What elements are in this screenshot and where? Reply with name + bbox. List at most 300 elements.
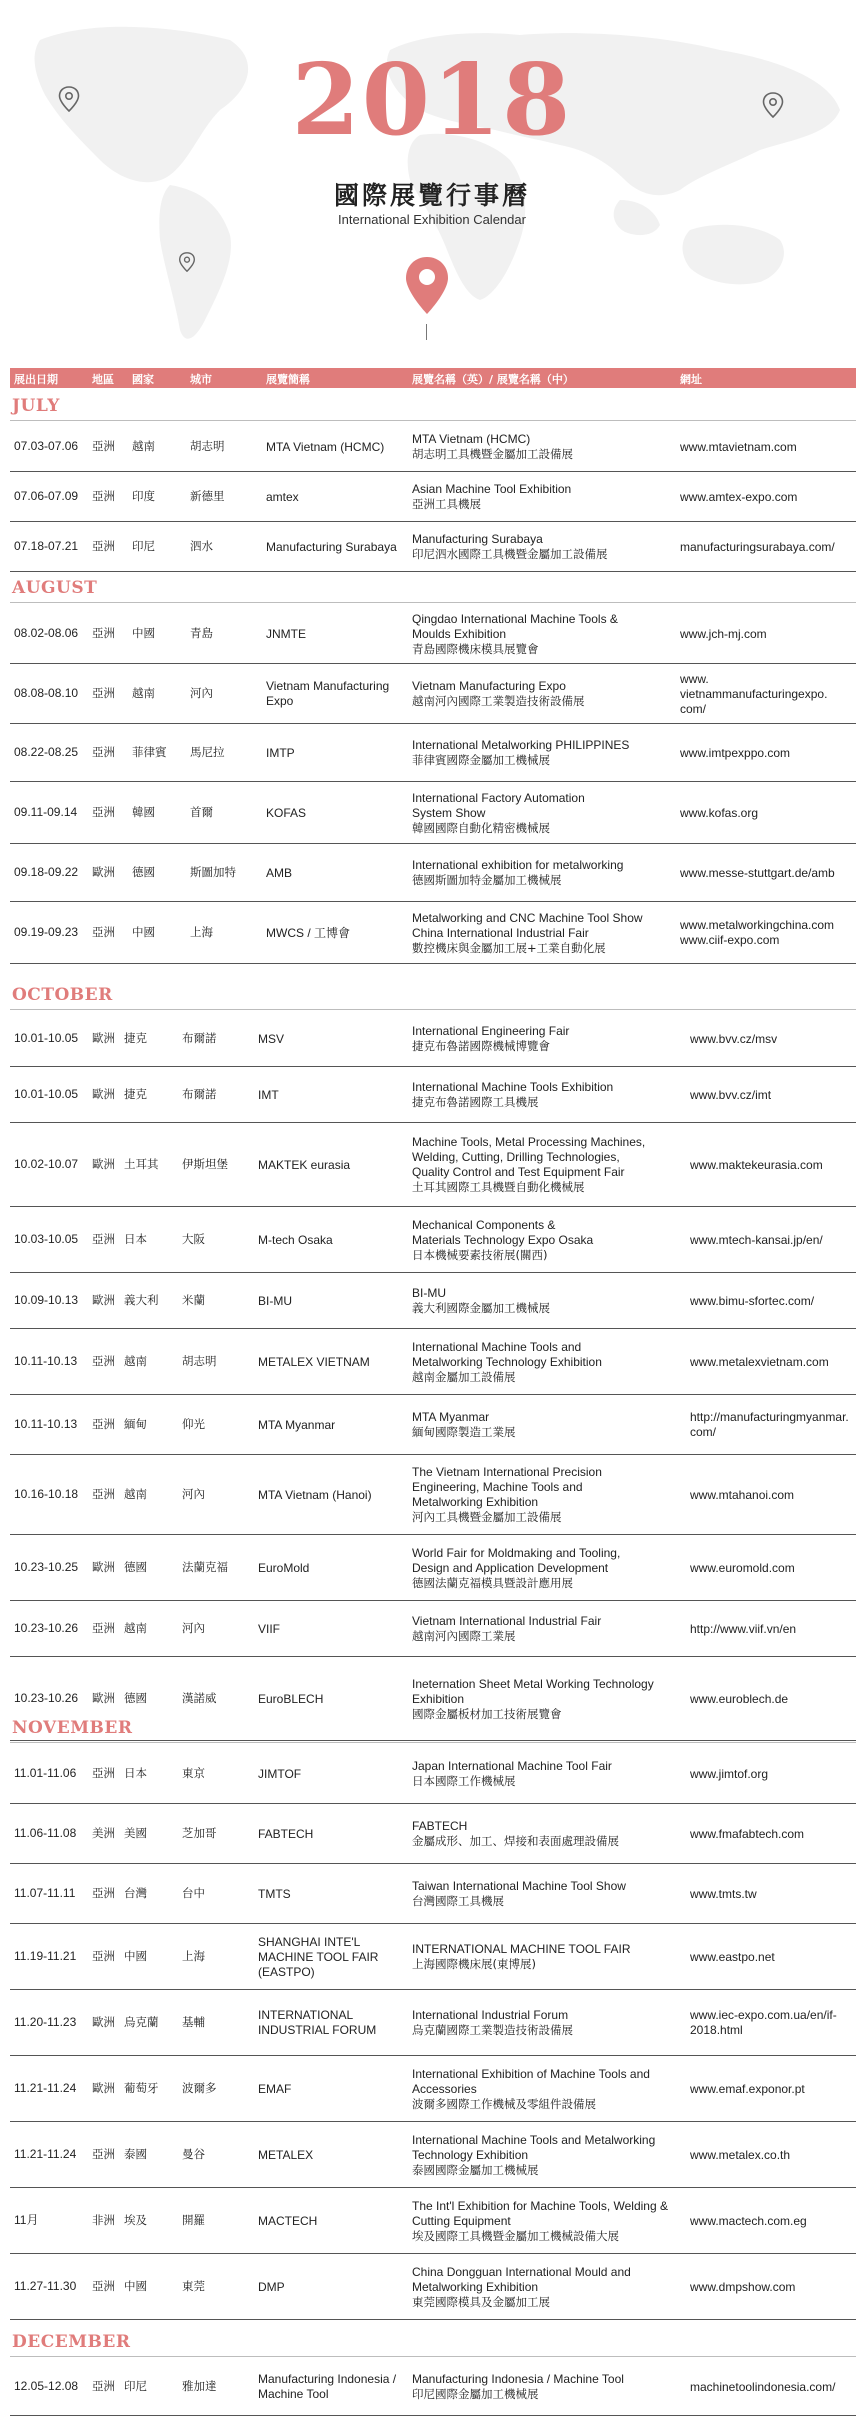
event-date: 08.02-08.06 — [14, 626, 79, 640]
website-line[interactable]: www.imtpexppo.com — [680, 745, 791, 760]
table-row — [10, 902, 856, 964]
event-website-link[interactable] — [690, 2380, 835, 2395]
event-country: 中國 — [124, 2279, 147, 2293]
event-website-link[interactable] — [690, 1158, 823, 1173]
website-line[interactable]: www.iec-expo.com.ua/en/if- — [690, 2008, 837, 2022]
event-full-name — [412, 1080, 613, 1110]
event-full-name — [412, 1135, 645, 1195]
name-en-line: Quality Control and Test Equipment Fair — [412, 1165, 625, 1179]
event-region: 亞洲 — [92, 1621, 115, 1635]
event-full-name — [412, 679, 585, 709]
event-region: 亞洲 — [92, 2379, 115, 2393]
website-line[interactable]: 2018.html — [690, 2023, 743, 2037]
event-short-name — [258, 1561, 309, 1576]
month-heading: DECEMBER — [12, 2332, 131, 2352]
website-line[interactable]: www.metalworkingchina.com — [680, 918, 835, 932]
event-date: 11月 — [14, 2213, 39, 2227]
short-name-line: MTA Vietnam (HCMC) — [266, 439, 385, 454]
name-zh: 日本機械要素技術展(關西) — [412, 1247, 548, 1262]
table-row — [10, 1601, 856, 1657]
event-region: 歐洲 — [92, 2081, 115, 2095]
event-short-name — [258, 1692, 323, 1707]
event-short-name — [266, 627, 306, 642]
event-country: 烏克蘭 — [124, 2015, 159, 2029]
name-zh: 埃及國際工具機暨金屬加工機械設備大展 — [412, 2228, 619, 2243]
name-en-line: Cutting Equipment — [412, 2213, 511, 2228]
name-zh: 數控機床與金屬加工展+工業自動化展 — [412, 940, 606, 955]
name-en-line: Ineternation Sheet Metal Working Technology — [412, 1676, 654, 1691]
event-city: 台中 — [182, 1886, 205, 1900]
event-city: 波爾多 — [182, 2081, 217, 2095]
table-row — [10, 1273, 856, 1329]
event-date: 10.23-10.26 — [14, 1691, 79, 1705]
name-en-line: Mechanical Components & — [412, 1217, 556, 1232]
event-date: 10.11-10.13 — [14, 1354, 78, 1368]
website-line[interactable]: www.amtex-expo.com — [680, 489, 798, 504]
event-city: 馬尼拉 — [190, 745, 225, 759]
event-city: 雅加達 — [182, 2379, 217, 2393]
event-short-name — [258, 2372, 396, 2402]
name-zh: 菲律賓國際金屬加工機械展 — [412, 753, 550, 767]
event-website-link[interactable] — [680, 490, 797, 505]
month-divider — [10, 2356, 856, 2357]
event-website-link[interactable] — [690, 1827, 804, 1842]
name-zh: 國際金屬板材加工技術展覽會 — [412, 1706, 562, 1721]
event-full-name — [412, 1340, 602, 1385]
event-city: 仰光 — [182, 1417, 205, 1431]
event-date: 08.22-08.25 — [14, 745, 79, 759]
title-chinese: 國際展覽行事曆 — [333, 181, 530, 210]
website-line[interactable]: www.metalex.co.th — [690, 2147, 791, 2162]
event-website-link[interactable] — [690, 1088, 771, 1103]
event-date: 11.21-11.24 — [14, 2081, 77, 2095]
event-website-link[interactable] — [690, 1622, 796, 1637]
event-website-link[interactable] — [690, 2008, 837, 2038]
event-short-name — [266, 806, 306, 821]
short-name-line: MTA Vietnam (Hanoi) — [258, 1487, 372, 1502]
title-english: International Exhibition Calendar — [338, 212, 526, 227]
event-country: 義大利 — [124, 1293, 159, 1307]
pin-line — [426, 324, 427, 340]
website-line[interactable]: www. — [680, 671, 709, 686]
event-website-link[interactable] — [680, 672, 827, 717]
event-city: 東京 — [182, 1766, 205, 1780]
event-full-name — [412, 532, 608, 562]
name-zh: 胡志明工具機暨金屬加工設備展 — [412, 447, 573, 461]
short-name-line: VIIF — [258, 1621, 281, 1636]
event-country: 緬甸 — [124, 1417, 147, 1431]
name-zh: 台灣國際工具機展 — [412, 1894, 504, 1908]
name-en-line: China International Industrial Fair — [412, 925, 589, 940]
name-en-line: Manufacturing Indonesia / Machine Tool — [412, 2372, 624, 2386]
event-country: 德國 — [124, 1560, 147, 1574]
event-website-link[interactable] — [680, 918, 834, 948]
event-full-name — [412, 1218, 593, 1263]
table-row — [10, 1804, 856, 1864]
col-full-name: 展覽名稱（英）/ 展覽名稱（中） — [412, 373, 574, 386]
event-region: 亞洲 — [92, 2147, 115, 2161]
month-heading: OCTOBER — [12, 985, 113, 1005]
short-name-line: DMP — [258, 2279, 285, 2294]
event-short-name — [258, 1418, 335, 1433]
event-country: 印尼 — [124, 2379, 147, 2393]
event-short-name — [258, 1294, 292, 1309]
map-pin-icon — [58, 86, 80, 112]
year-heading: 2018 — [291, 43, 573, 158]
name-en-line: Materials Technology Expo Osaka — [412, 1232, 594, 1247]
website-line[interactable]: machinetoolindonesia.com/ — [690, 2379, 836, 2394]
table-row — [10, 1123, 856, 1207]
event-short-name — [258, 1233, 333, 1248]
event-region: 亞洲 — [92, 925, 115, 939]
event-full-name — [412, 1546, 620, 1591]
short-name-line: MACHINE TOOL FAIR — [258, 1949, 379, 1964]
name-en-line: International Metalworking PHILIPPINES — [412, 738, 630, 752]
table-row — [10, 1990, 856, 2056]
name-zh: 烏克蘭國際工業製造技術設備展 — [412, 2023, 573, 2037]
event-date: 10.01-10.05 — [14, 1087, 79, 1101]
name-zh: 捷克布魯諾國際機械博覽會 — [412, 1039, 550, 1053]
name-en-line: Metalworking Exhibition — [412, 2279, 539, 2294]
event-city: 斯圖加特 — [190, 865, 236, 879]
event-region: 亞洲 — [92, 805, 115, 819]
table-row — [10, 422, 856, 472]
event-full-name — [412, 2372, 624, 2402]
short-name-line: METALEX — [258, 2147, 314, 2162]
website-line[interactable]: www.emaf.exponor.pt — [690, 2081, 805, 2096]
event-date: 10.03-10.05 — [14, 1232, 79, 1246]
event-full-name — [412, 2265, 631, 2310]
event-short-name — [258, 1488, 372, 1503]
name-en-line: China Dongguan International Mould and — [412, 2264, 631, 2279]
event-region: 歐洲 — [92, 1691, 115, 1705]
website-line[interactable]: www.mtavietnam.com — [680, 439, 797, 454]
event-country: 中國 — [124, 1949, 147, 1963]
name-zh: 亞洲工具機展 — [412, 497, 481, 511]
name-en-line: Metalworking Technology Exhibition — [412, 1354, 602, 1369]
event-short-name — [266, 746, 295, 761]
name-zh: 越南金屬加工設備展 — [412, 1369, 516, 1384]
event-full-name — [412, 1677, 654, 1722]
event-short-name — [258, 1355, 370, 1370]
event-country: 台灣 — [124, 1886, 147, 1900]
name-zh: 韓國國際自動化精密機械展 — [412, 820, 550, 835]
event-website-link[interactable] — [690, 1488, 794, 1503]
event-city: 大阪 — [182, 1232, 205, 1246]
event-region: 歐洲 — [92, 2015, 115, 2029]
table-row — [10, 1455, 856, 1535]
event-full-name — [412, 1942, 630, 1972]
name-en-line: Vietnam International Industrial Fair — [412, 1614, 602, 1628]
website-line[interactable]: www.euromold.com — [690, 1560, 795, 1575]
event-city: 開羅 — [182, 2213, 205, 2227]
event-website-link[interactable] — [680, 440, 797, 455]
website-line[interactable]: www.bvv.cz/msv — [690, 1031, 778, 1046]
name-en-line: Metalworking Exhibition — [412, 1495, 539, 1509]
event-city: 河內 — [182, 1621, 205, 1635]
event-country: 越南 — [132, 439, 155, 453]
col-region: 地區 — [92, 373, 114, 386]
short-name-line: BI-MU — [258, 1293, 292, 1308]
event-region: 亞洲 — [92, 1417, 115, 1431]
event-region: 亞洲 — [92, 1487, 115, 1501]
event-region: 亞洲 — [92, 439, 115, 453]
short-name-line: METALEX VIETNAM — [258, 1354, 370, 1369]
event-short-name — [266, 926, 350, 941]
event-full-name — [412, 1410, 516, 1440]
event-website-link[interactable] — [690, 1692, 788, 1707]
event-full-name — [412, 2067, 650, 2112]
event-full-name — [412, 858, 623, 888]
name-en-line: MTA Vietnam (HCMC) — [412, 432, 531, 446]
event-full-name — [412, 482, 571, 512]
event-website-link[interactable] — [690, 1233, 823, 1248]
website-line[interactable]: www.bimu-sfortec.com/ — [690, 1293, 815, 1308]
event-website-link[interactable] — [690, 1410, 849, 1440]
event-country: 日本 — [124, 1766, 147, 1780]
table-row — [10, 1011, 856, 1067]
event-city: 基輔 — [182, 2015, 205, 2029]
table-row — [10, 2188, 856, 2254]
short-name-line: JIMTOF — [258, 1766, 302, 1781]
name-en-line: International Industrial Forum — [412, 2008, 569, 2022]
short-name-line: EMAF — [258, 2081, 292, 2096]
website-line[interactable]: www.jimtof.org — [690, 1766, 769, 1781]
event-country: 埃及 — [124, 2213, 147, 2227]
event-city: 河內 — [190, 686, 213, 700]
month-heading: AUGUST — [12, 578, 98, 598]
name-en-line: Manufacturing Surabaya — [412, 532, 543, 546]
event-region: 歐洲 — [92, 1031, 115, 1045]
event-website-link[interactable] — [690, 2082, 805, 2097]
name-en-line: International Exhibition of Machine Tools and — [412, 2066, 650, 2081]
short-name-line: FABTECH — [258, 1826, 314, 1841]
event-website-link[interactable] — [690, 1294, 814, 1309]
name-en-line: Qingdao International Machine Tools & — [412, 611, 618, 626]
event-website-link[interactable] — [680, 540, 835, 555]
name-en-line: Welding, Cutting, Drilling Technologies, — [412, 1150, 620, 1164]
event-region: 亞洲 — [92, 2279, 115, 2293]
event-country: 韓國 — [132, 805, 155, 819]
short-name-line: Expo — [266, 694, 294, 708]
website-line[interactable]: www.eastpo.net — [690, 1949, 775, 1964]
website-line[interactable]: www.fmafabtech.com — [690, 1826, 805, 1841]
website-line[interactable]: www.bvv.cz/imt — [690, 1087, 772, 1102]
name-zh: 日本國際工作機械展 — [412, 1774, 516, 1788]
website-line[interactable]: com/ — [680, 701, 707, 716]
event-website-link[interactable] — [680, 627, 767, 642]
website-line[interactable]: www.maktekeurasia.com — [690, 1157, 823, 1172]
name-zh: 青島國際機床模具展覽會 — [412, 641, 539, 656]
event-region: 歐洲 — [92, 1157, 115, 1171]
name-zh: 德國法蘭克福模具暨設計應用展 — [412, 1575, 573, 1590]
name-en-line: INTERNATIONAL MACHINE TOOL FAIR — [412, 1942, 631, 1956]
event-region: 亞洲 — [92, 686, 115, 700]
event-country: 捷克 — [124, 1031, 147, 1045]
name-en-line: International Engineering Fair — [412, 1024, 570, 1038]
event-region: 歐洲 — [92, 1560, 115, 1574]
event-date: 07.03-07.06 — [14, 439, 79, 453]
name-en-line: The Vietnam International Precision — [412, 1465, 602, 1479]
event-region: 亞洲 — [92, 1766, 115, 1780]
event-date: 10.23-10.25 — [14, 1560, 79, 1574]
event-full-name — [412, 1759, 612, 1789]
name-en-line: International Machine Tools and — [412, 1339, 582, 1354]
month-divider — [10, 1742, 856, 1743]
event-date: 10.11-10.13 — [14, 1417, 78, 1431]
name-zh: 波爾多國際工作機械及零組件設備展 — [412, 2096, 596, 2111]
event-city: 新德里 — [190, 489, 225, 503]
website-line[interactable]: www.messe-stuttgart.de/amb — [680, 865, 835, 880]
event-country: 越南 — [124, 1487, 147, 1501]
short-name-line: amtex — [266, 489, 299, 504]
event-date: 11.27-11.30 — [14, 2279, 77, 2293]
event-full-name — [412, 1024, 569, 1054]
table-row — [10, 1744, 856, 1804]
website-line[interactable]: http://www.viif.vn/en — [690, 1621, 797, 1636]
website-line[interactable]: www.jch-mj.com — [680, 626, 767, 641]
event-website-link[interactable] — [690, 1561, 795, 1576]
event-short-name — [258, 2008, 376, 2038]
event-date: 09.19-09.23 — [14, 925, 79, 939]
table-row — [10, 1924, 856, 1990]
col-website: 網址 — [680, 373, 702, 386]
event-region: 亞洲 — [92, 626, 115, 640]
event-full-name — [412, 2133, 655, 2178]
map-pin-icon — [762, 92, 784, 118]
event-region: 亞洲 — [92, 489, 115, 503]
event-short-name — [258, 1935, 378, 1980]
event-website-link[interactable] — [690, 1950, 775, 1965]
event-country: 中國 — [132, 626, 155, 640]
name-en-line: FABTECH — [412, 1819, 468, 1833]
event-short-name — [258, 1827, 313, 1842]
website-line[interactable]: vietnammanufacturingexpo. — [680, 686, 828, 701]
event-full-name — [412, 791, 585, 836]
website-line[interactable]: www.tmts.tw — [690, 1886, 757, 1901]
event-date: 11.19-11.21 — [14, 1949, 77, 1963]
name-zh: 金屬成形、加工、焊接和表面處理設備展 — [412, 1834, 619, 1848]
name-en-line: Moulds Exhibition — [412, 626, 507, 641]
event-city: 芝加哥 — [182, 1826, 217, 1840]
event-website-link[interactable] — [690, 1767, 768, 1782]
name-en-line: Engineering, Machine Tools and — [412, 1480, 583, 1494]
event-website-link[interactable] — [680, 746, 790, 761]
website-line[interactable]: www.ciif-expo.com — [680, 933, 780, 947]
event-region: 亞洲 — [92, 1232, 115, 1246]
col-date: 展出日期 — [14, 373, 58, 386]
event-short-name — [258, 1622, 280, 1637]
event-country: 葡萄牙 — [124, 2081, 159, 2095]
website-line[interactable]: com/ — [690, 1425, 717, 1439]
event-website-link[interactable] — [690, 1032, 777, 1047]
short-name-line: IMT — [258, 1087, 279, 1102]
event-region: 歐洲 — [92, 865, 115, 879]
name-en-line: Technology Exhibition — [412, 2147, 529, 2162]
website-line[interactable]: www.dmpshow.com — [690, 2279, 796, 2294]
name-en-line: Machine Tools, Metal Processing Machines, — [412, 1135, 646, 1149]
short-name-line: Manufacturing Surabaya — [266, 539, 397, 554]
website-line[interactable]: www.euroblech.de — [690, 1691, 789, 1706]
event-region: 歐洲 — [92, 1293, 115, 1307]
table-row — [10, 782, 856, 844]
name-en-line: Metalworking and CNC Machine Tool Show — [412, 910, 643, 925]
event-city: 胡志明 — [190, 439, 225, 453]
event-full-name — [412, 911, 643, 956]
event-website-link[interactable] — [690, 1887, 757, 1902]
map-pin-icon — [178, 252, 196, 272]
event-region: 歐洲 — [92, 1087, 115, 1101]
month-heading: JULY — [12, 396, 60, 416]
event-date: 11.07-11.11 — [14, 1886, 76, 1900]
event-city: 河內 — [182, 1487, 205, 1501]
website-line[interactable]: www.mtech-kansai.jp/en/ — [690, 1232, 823, 1247]
table-row — [10, 472, 856, 522]
event-website-link[interactable] — [680, 866, 835, 881]
event-website-link[interactable] — [690, 1355, 829, 1370]
name-zh: 河內工具機暨金屬加工設備展 — [412, 1510, 562, 1524]
table-row — [10, 2122, 856, 2188]
table-row — [10, 724, 856, 782]
event-date: 12.05-12.08 — [14, 2379, 79, 2393]
name-en-line: System Show — [412, 805, 486, 820]
event-short-name — [258, 1887, 291, 1902]
event-website-link[interactable] — [680, 806, 758, 821]
event-country: 印度 — [132, 489, 155, 503]
event-city: 上海 — [182, 1949, 205, 1963]
website-line[interactable]: www.metalexvietnam.com — [690, 1354, 829, 1369]
short-name-line: EuroBLECH — [258, 1691, 324, 1706]
website-line[interactable]: www.mtahanoi.com — [690, 1487, 795, 1502]
website-line[interactable]: http://manufacturingmyanmar. — [690, 1410, 849, 1424]
name-zh: 印尼泗水國際工具機暨金屬加工設備展 — [412, 547, 608, 561]
short-name-line: AMB — [266, 865, 293, 880]
event-website-link[interactable] — [690, 2148, 790, 2163]
name-en-line: Taiwan International Machine Tool Show — [412, 1879, 626, 1893]
event-country: 美國 — [124, 1826, 147, 1840]
event-short-name — [266, 679, 389, 709]
event-date: 07.06-07.09 — [14, 489, 79, 503]
event-short-name — [258, 1767, 301, 1782]
event-date: 10.01-10.05 — [14, 1031, 79, 1045]
event-website-link[interactable] — [690, 2280, 795, 2295]
event-country: 日本 — [124, 1232, 147, 1246]
event-website-link[interactable] — [690, 2214, 807, 2229]
table-row — [10, 2358, 856, 2416]
event-short-name — [266, 440, 384, 455]
event-full-name — [412, 612, 618, 657]
name-en-line: Accessories — [412, 2081, 477, 2096]
short-name-line: MWCS / 工博會 — [266, 925, 350, 940]
short-name-line: EuroMold — [258, 1560, 310, 1575]
event-short-name — [266, 866, 292, 881]
table-row — [10, 844, 856, 902]
website-line[interactable]: manufacturingsurabaya.com/ — [680, 539, 835, 554]
event-region: 亞洲 — [92, 1886, 115, 1900]
short-name-line: MAKTEK eurasia — [258, 1157, 351, 1172]
table-row — [10, 2056, 856, 2122]
event-country: 越南 — [124, 1621, 147, 1635]
event-region: 亞洲 — [92, 1949, 115, 1963]
website-line[interactable]: www.kofas.org — [680, 805, 759, 820]
event-city: 布爾諾 — [182, 1031, 217, 1045]
table-row — [10, 1395, 856, 1455]
table-row — [10, 522, 856, 572]
short-name-line: MSV — [258, 1031, 285, 1046]
website-line[interactable]: www.mactech.com.eg — [690, 2213, 807, 2228]
event-country: 德國 — [132, 865, 155, 879]
event-city: 漢諾威 — [182, 1691, 217, 1705]
